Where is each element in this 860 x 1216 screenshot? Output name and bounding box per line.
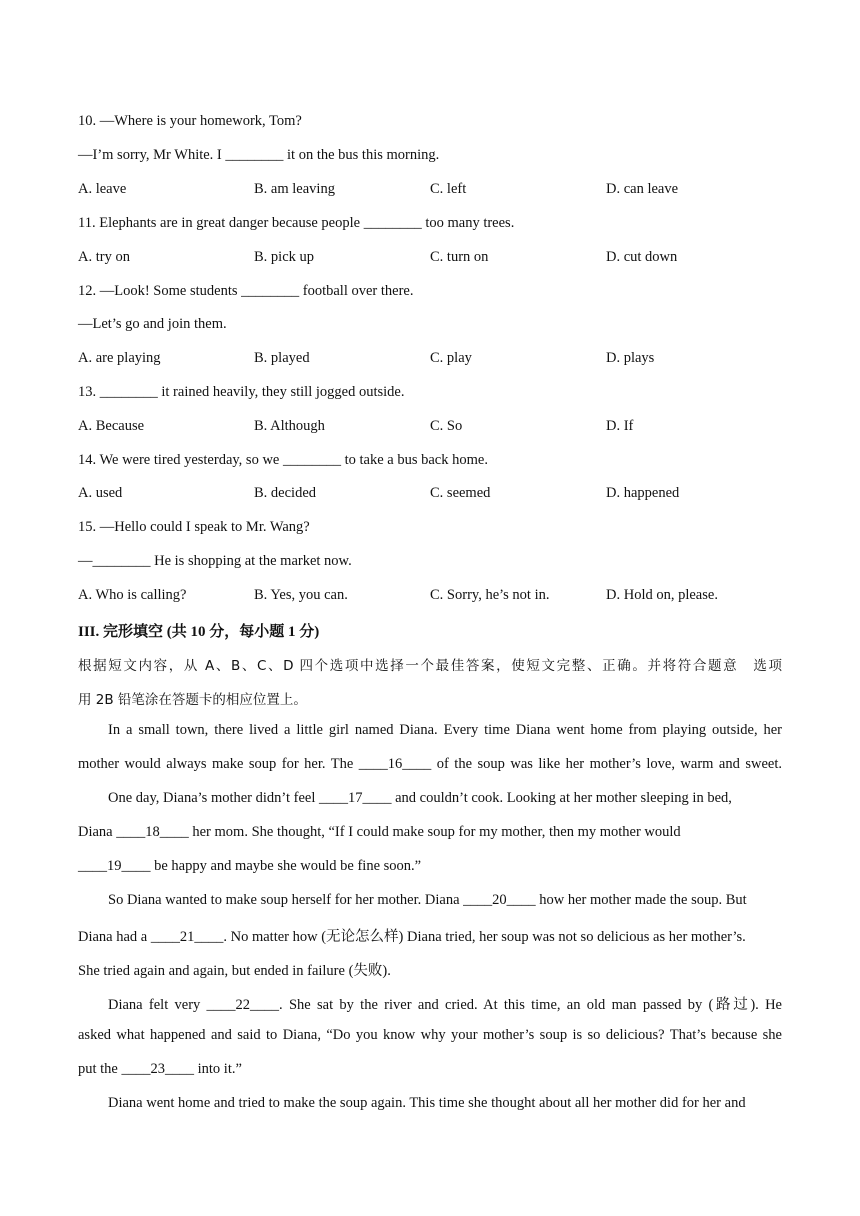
question-14-options xyxy=(78,485,782,505)
passage-line: Diana had a ____21____. No matter how (无论怎么样) Diana tried, her soup was not so delicious as her mother’s. xyxy=(78,929,746,945)
option-d: D. plays xyxy=(606,350,655,366)
option-a: A. Who is calling? xyxy=(78,587,187,603)
question-15-options xyxy=(78,587,782,607)
option-c: C. seemed xyxy=(430,485,491,501)
option-a: A. try on xyxy=(78,249,130,265)
passage-line: So Diana wanted to make soup herself for her mother. Diana ____20____ how her mother made the soup. But xyxy=(108,892,747,908)
option-b: B. Yes, you can. xyxy=(254,587,348,603)
option-a: A. used xyxy=(78,485,123,501)
question-12-stem: 12. —Look! Some students ________ football over there. xyxy=(78,283,414,299)
question-10-options xyxy=(78,181,782,201)
passage-line: She tried again and again, but ended in failure (失败). xyxy=(78,963,391,979)
passage-line: ____19____ be happy and maybe she would be fine soon.” xyxy=(78,858,422,874)
option-b: B. played xyxy=(254,350,310,366)
option-c: C. left xyxy=(430,181,467,197)
option-d: D. happened xyxy=(606,485,680,501)
option-b: B. am leaving xyxy=(254,181,335,197)
option-c: C. play xyxy=(430,350,472,366)
option-b: B. pick up xyxy=(254,249,315,265)
passage-line: In a small town, there lived a little girl named Diana. Every time Diana went home from playing outside, her xyxy=(108,722,782,738)
option-c: C. Sorry, he’s not in. xyxy=(430,587,550,603)
passage-line: put the ____23____ into it.” xyxy=(78,1061,242,1077)
option-b: B. Although xyxy=(254,418,325,434)
option-d: D. can leave xyxy=(606,181,679,197)
option-a: A. leave xyxy=(78,181,127,197)
question-12-options xyxy=(78,350,782,370)
option-b: B. decided xyxy=(254,485,317,501)
question-15-stem: 15. —Hello could I speak to Mr. Wang? xyxy=(78,519,310,535)
question-11-stem: 11. Elephants are in great danger because people ________ too many trees. xyxy=(78,215,515,231)
passage-line: Diana ____18____ her mom. She thought, “If I could make soup for my mother, then my mother would xyxy=(78,824,681,840)
question-11-options xyxy=(78,249,782,269)
option-c: C. So xyxy=(430,418,463,434)
section-heading: III. 完形填空 (共 10 分，每小题 1 分) xyxy=(78,624,320,640)
question-12-response: —Let’s go and join them. xyxy=(78,316,227,332)
passage-line: One day, Diana’s mother didn’t feel ____17____ and couldn’t cook. Looking at her mother sleeping in bed, xyxy=(108,790,732,806)
passage-line: Diana went home and tried to make the soup again. This time she thought about all her mother did for her and xyxy=(108,1095,746,1111)
option-a: A. are playing xyxy=(78,350,161,366)
question-10-stem: 10. —Where is your homework, Tom? xyxy=(78,113,302,129)
question-13-stem: 13. ________ it rained heavily, they still jogged outside. xyxy=(78,384,405,400)
question-10-response: —I’m sorry, Mr White. I ________ it on the bus this morning. xyxy=(78,147,440,163)
section-instruction-line-2: 用 2B 铅笔涂在答题卡的相应位置上。 xyxy=(78,692,307,708)
option-c: C. turn on xyxy=(430,249,489,265)
passage-line: asked what happened and said to Diana, “Do you know why your mother’s soup is so delicious? That’s because she xyxy=(78,1027,782,1043)
passage-line: mother would always make soup for her. The ____16____ of the soup was like her mother’s love, warm and sweet. xyxy=(78,756,782,772)
passage-line: Diana felt very ____22____. She sat by the river and cried. At this time, an old man passed by (路过). He xyxy=(108,997,782,1013)
question-15-response: —________ He is shopping at the market now. xyxy=(78,553,352,569)
question-13-options xyxy=(78,418,782,438)
option-d: D. cut down xyxy=(606,249,678,265)
option-a: A. Because xyxy=(78,418,145,434)
question-14-stem: 14. We were tired yesterday, so we ________ to take a bus back home. xyxy=(78,452,488,468)
option-d: D. Hold on, please. xyxy=(606,587,718,603)
section-instruction-line-1: 根据短文内容，从 A、B、C、D 四个选项中选择一个最佳答案，使短文完整、正确。并将符合题意 选项 xyxy=(78,658,782,674)
option-d: D. If xyxy=(606,418,634,434)
